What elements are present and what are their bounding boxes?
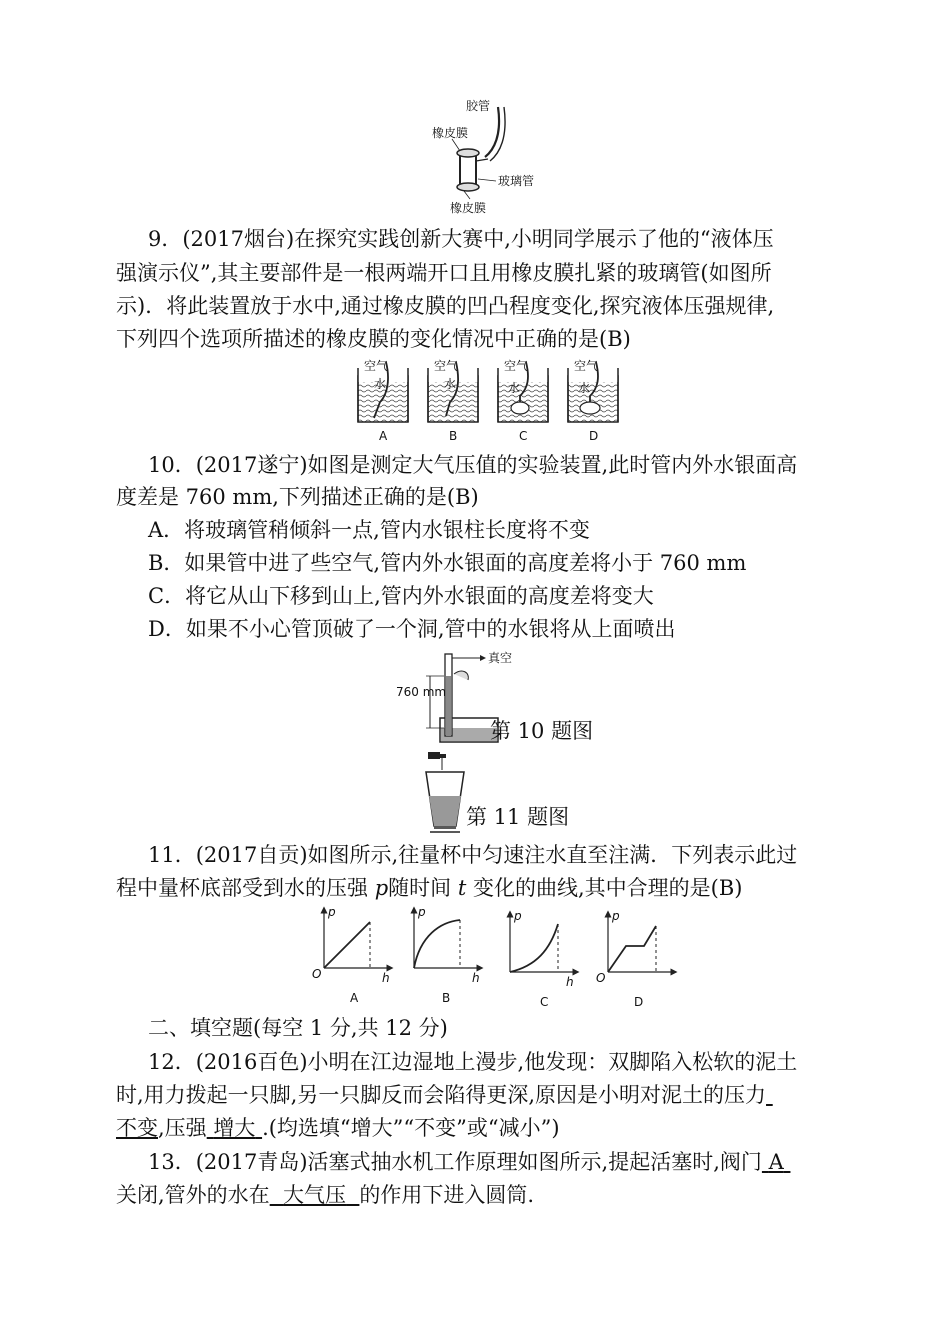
q10-caption: 第 10 题图 <box>490 719 594 743</box>
q12-blank-start <box>766 1083 773 1107</box>
q12-tail: .(均选填“增大”“不变”或“减小”) <box>262 1116 560 1140</box>
graph-d <box>596 909 674 1009</box>
graph-a-x: h <box>382 971 390 985</box>
q10-option-a: A．将玻璃管稍倾斜一点,管内水银柱长度将不变 <box>148 518 590 542</box>
beaker-b-water: 水 <box>444 377 457 391</box>
q12-mid: ,压强 <box>158 1116 207 1140</box>
graph-c <box>510 909 576 1009</box>
beaker-c <box>498 358 548 443</box>
q11-line2-c: 变化的曲线,其中合理的是(B) <box>466 876 743 900</box>
q12-line3 <box>116 1113 950 1143</box>
q10-option-b: B．如果管中进了些空气,管内外水银面的高度差将小于 760 mm <box>148 551 747 575</box>
membrane-tube-figure <box>430 95 560 220</box>
q9-line1: 9．(2017烟台)在探究实践创新大赛中,小明同学展示了他的“液体压 <box>148 227 774 251</box>
q11-graphs-figure <box>310 906 690 1010</box>
q11-var-p: p <box>374 876 389 900</box>
option-d-label: D <box>589 429 599 443</box>
q11-line1: 11．(2017自贡)如图所示,往量杯中匀速注水直至注满．下列表示此过 <box>148 843 798 867</box>
graph-a-origin: O <box>312 967 322 981</box>
q11-caption: 第 11 题图 <box>466 805 570 829</box>
q13-line1-text: 13．(2017青岛)活塞式抽水机工作原理如图所示,提起活塞时,阀门 <box>148 1150 762 1174</box>
q12-line2 <box>116 1080 950 1110</box>
q11-line2-b: 随时间 <box>388 876 458 900</box>
graph-b-label: B <box>442 991 451 1005</box>
q9-line4: 下列四个选项所描述的橡皮膜的变化情况中正确的是(B) <box>116 327 631 351</box>
q10-option-c: C．将它从山下移到山上,管内外水银面的高度差将变大 <box>148 584 654 608</box>
label-tube: 胶管 <box>466 99 491 113</box>
q13-answer2-wrap <box>270 1183 360 1207</box>
graph-d-origin: O <box>596 971 606 985</box>
graph-c-label: C <box>540 995 549 1009</box>
q12-answer2: 增大 <box>213 1116 256 1140</box>
q12-line1: 12．(2016百色)小明在江边湿地上漫步,他发现：双脚陷入松软的泥土 <box>148 1050 798 1074</box>
q13-line1 <box>148 1147 950 1177</box>
q11-cup-figure <box>420 748 470 834</box>
q10-line1: 10．(2017遂宁)如图是测定大气压值的实验装置,此时管内外水银面高 <box>148 453 798 477</box>
q12-line2-text: 时,用力拨起一只脚,另一只脚反而会陷得更深,原因是小明对泥土的压力 <box>116 1083 767 1107</box>
beaker-a-air: 空气 <box>364 359 389 373</box>
label-membrane-bottom: 橡皮膜 <box>450 201 487 215</box>
beaker-b <box>428 358 478 443</box>
section2-heading: 二、填空题(每空 1 分,共 12 分) <box>148 1016 448 1040</box>
graph-b-x: h <box>472 971 480 985</box>
beaker-d-air: 空气 <box>574 359 599 373</box>
option-a-label: A <box>379 429 388 443</box>
beaker-d-water: 水 <box>578 381 591 395</box>
beaker-c-air: 空气 <box>504 359 529 373</box>
q11-line2 <box>116 873 950 903</box>
q13-answer1-wrap <box>762 1150 791 1174</box>
graph-a-label: A <box>350 991 359 1005</box>
graph-d-y: p <box>612 909 620 923</box>
option-b-label: B <box>449 429 458 443</box>
graph-b-y: p <box>418 906 426 919</box>
graph-c-x: h <box>566 975 574 989</box>
option-c-label: C <box>519 429 528 443</box>
beaker-d <box>568 358 618 443</box>
q13-line2b: 的作用下进入圆筒. <box>359 1183 535 1207</box>
q9-options-figure <box>350 358 630 446</box>
q10-line2: 度差是 760 mm,下列描述正确的是(B) <box>116 485 479 509</box>
label-glass: 玻璃管 <box>498 174 535 188</box>
q11-line2-a: 程中量杯底部受到水的压强 <box>116 876 375 900</box>
q12-answer2-wrap <box>207 1116 262 1140</box>
q12-answer1: 不变 <box>116 1116 158 1140</box>
beaker-a <box>358 358 408 443</box>
beaker-b-air: 空气 <box>434 359 459 373</box>
graph-d-label: D <box>634 995 644 1009</box>
graph-a-y: p <box>328 906 336 919</box>
q11-var-t: t <box>457 876 467 900</box>
label-760mm: 760 mm <box>396 685 447 699</box>
q10-option-d: D．如果不小心管顶破了一个洞,管中的水银将从上面喷出 <box>148 617 676 641</box>
label-membrane-top: 橡皮膜 <box>432 126 469 140</box>
label-vacuum: 真空 <box>488 651 513 665</box>
q9-line2: 强演示仪”,其主要部件是一根两端开口且用橡皮膜扎紧的玻璃管(如图所 <box>116 261 772 285</box>
q13-line2a: 关闭,管外的水在 <box>116 1183 270 1207</box>
graph-c-y: p <box>514 909 522 923</box>
beaker-c-water: 水 <box>508 381 521 395</box>
q13-line2 <box>116 1180 950 1210</box>
q9-line3: 示)．将此装置放于水中,通过橡皮膜的凹凸程度变化,探究液体压强规律, <box>116 294 775 318</box>
q13-answer1: A <box>768 1150 784 1174</box>
graph-b <box>414 906 480 1005</box>
q13-answer2: 大气压 <box>283 1183 347 1207</box>
graph-a <box>312 906 390 1005</box>
beaker-a-water: 水 <box>374 377 387 391</box>
